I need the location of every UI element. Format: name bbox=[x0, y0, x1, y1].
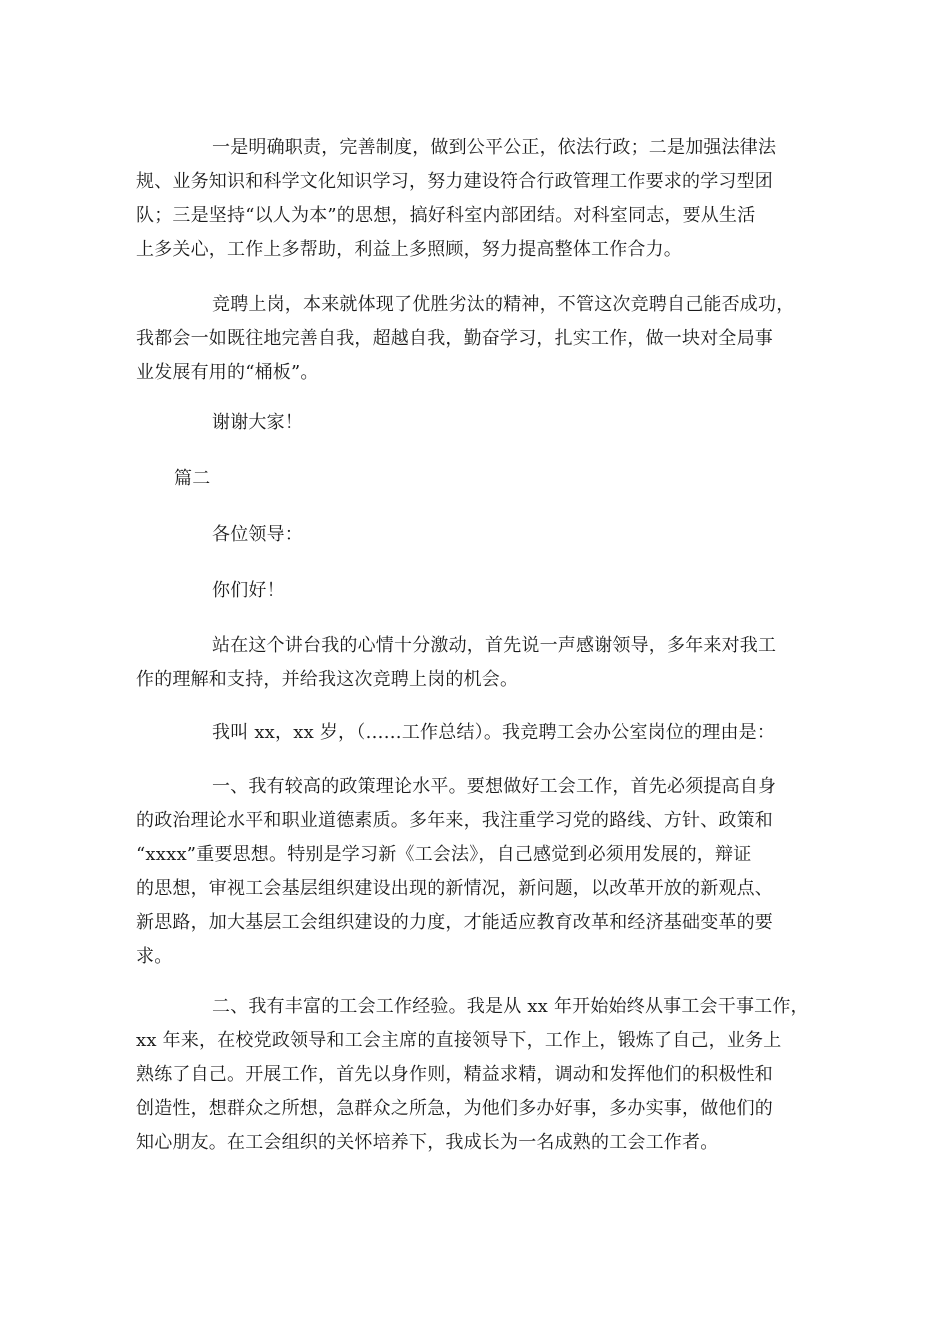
paragraph-line: 谢谢大家！ bbox=[212, 412, 303, 433]
paragraph-line: 作的理解和支持，并给我这次竞聘上岗的机会。 bbox=[136, 669, 519, 690]
paragraph-line: 上多关心，工作上多帮助，利益上多照顾，努力提高整体工作合力。 bbox=[136, 239, 682, 260]
paragraph-line: 的政治理论水平和职业道德素质。多年来，我注重学习党的路线、方针、政策和 bbox=[136, 810, 773, 831]
paragraph-line: 各位领导： bbox=[212, 524, 303, 545]
paragraph-line: 我叫 xx，xx 岁，（……工作总结）。我竞聘工会办公室岗位的理由是： bbox=[212, 722, 776, 743]
paragraph-line: 熟练了自己。开展工作，首先以身作则，精益求精，调动和发挥他们的积极性和 bbox=[136, 1064, 773, 1085]
paragraph-line: 竞聘上岗，本来就体现了优胜劣汰的精神，不管这次竞聘自己能否成功， bbox=[212, 294, 795, 315]
paragraph-line: 你们好！ bbox=[212, 580, 285, 601]
paragraph-line: 规、业务知识和科学文化知识学习，努力建设符合行政管理工作要求的学习型团 bbox=[136, 171, 773, 192]
paragraph-line: 新思路，加大基层工会组织建设的力度，才能适应教育改革和经济基础变革的要 bbox=[136, 912, 773, 933]
paragraph-line: 一是明确职责，完善制度，做到公平公正，依法行政；二是加强法律法 bbox=[212, 137, 777, 158]
paragraph-line: 业发展有用的“桶板”。 bbox=[136, 362, 319, 383]
paragraph-line: “xxxx”重要思想。特别是学习新《工会法》，自己感觉到必须用发展的，辩证 bbox=[136, 844, 752, 865]
paragraph-line: 站在这个讲台我的心情十分激动，首先说一声感谢领导，多年来对我工 bbox=[212, 635, 777, 656]
paragraph-line: 我都会一如既往地完善自我，超越自我，勤奋学习，扎实工作，做一块对全局事 bbox=[136, 328, 773, 349]
paragraph-point-one bbox=[136, 770, 836, 974]
paragraph-salutation bbox=[136, 518, 836, 552]
section-heading bbox=[136, 462, 836, 496]
paragraph-line: 知心朋友。在工会组织的关怀培养下，我成长为一名成熟的工会工作者。 bbox=[136, 1132, 719, 1153]
paragraph-line: 的思想，审视工会基层组织建设出现的新情况，新问题，以改革开放的新观点、 bbox=[136, 878, 773, 899]
paragraph-line: 创造性，想群众之所想，急群众之所急，为他们多办好事，多办实事，做他们的 bbox=[136, 1098, 773, 1119]
paragraph-introduction bbox=[136, 716, 836, 750]
paragraph-thanks bbox=[136, 406, 836, 440]
paragraph-line: 求。 bbox=[136, 946, 173, 967]
paragraph-line: 二、我有丰富的工会工作经验。我是从 xx 年开始始终从事工会干事工作， bbox=[212, 996, 809, 1017]
paragraph-line: 一、我有较高的政策理论水平。要想做好工会工作，首先必须提高自身 bbox=[212, 776, 777, 797]
paragraph-duties bbox=[136, 131, 836, 267]
paragraph-line: 队；三是坚持“以人为本”的思想，搞好科室内部团结。对科室同志，要从生活 bbox=[136, 205, 756, 226]
paragraph-competition bbox=[136, 288, 836, 390]
paragraph-greeting bbox=[136, 574, 836, 608]
paragraph-opening bbox=[136, 629, 836, 697]
paragraph-line: xx 年来，在校党政领导和工会主席的直接领导下，工作上，锻炼了自己，业务上 bbox=[136, 1030, 782, 1051]
paragraph-point-two bbox=[136, 990, 836, 1160]
section-heading-text: 篇二 bbox=[174, 468, 211, 489]
